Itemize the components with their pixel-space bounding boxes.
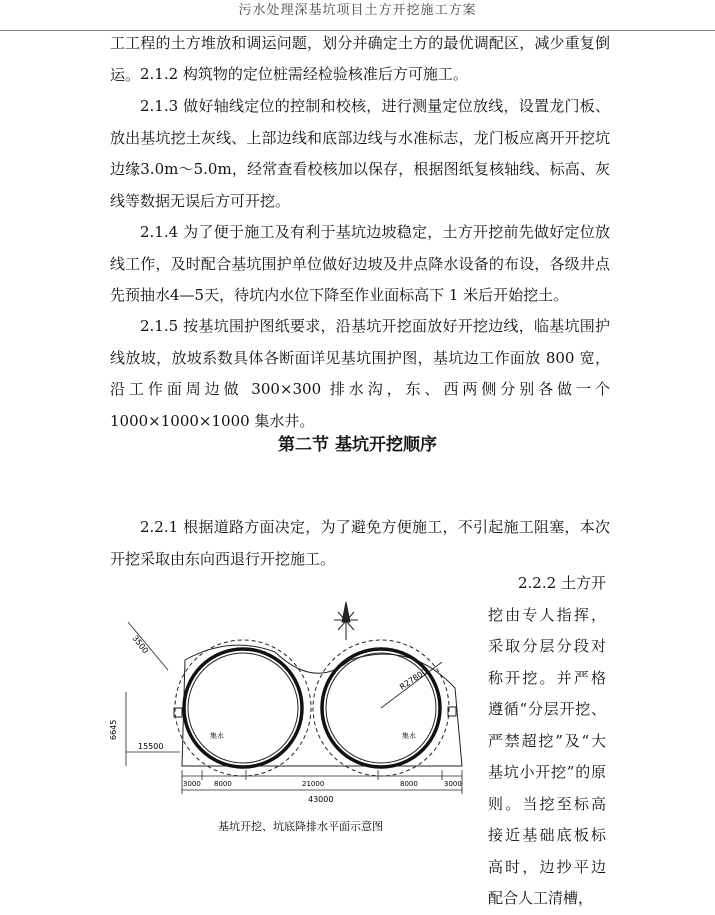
- segment-label-5: 3000: [444, 780, 462, 788]
- segment-label-3: 21000: [302, 780, 325, 788]
- excavation-plan-figure: [110, 580, 470, 840]
- height-dim-label: 6645: [109, 719, 118, 740]
- overall-dim-label: 43000: [308, 795, 334, 804]
- tank-left-wall: [184, 649, 302, 767]
- paragraph-2-1-4: 2.1.4 为了便于施工及有利于基坑边坡稳定，土方开挖前先做好定位放线工作，及时配合基坑围护单位做好边坡及井点降水设备的布设，各级井点先预抽水4—5天，待坑内水位下降至作业面标高下 1 米后开始挖土。: [110, 223, 610, 304]
- paragraph-2-2-2: 2.2.2 土方开挖由专人指挥，采取分层分段对称开挖。并严格遵循“分层开挖、严禁超挖”及“大基坑小开挖”的原则。当挖至标高接近基础底板标高时，边抄平边配合人工清槽，: [488, 574, 606, 907]
- paragraph-2-1-3: 2.1.3 做好轴线定位的控制和校核，进行测量定位放线，设置龙门板、放出基坑挖土灰线、上部边线和底部边线与水准标志，龙门板应离开开挖坑边缘3.0m～5.0m，经常查看校核加以保存，根据图纸复核轴线、标高、灰线等数据无误后方可开挖。: [110, 97, 610, 210]
- tank-left-inner: [188, 653, 298, 763]
- north-arrow-icon: [334, 602, 358, 640]
- section-title: 第二节 基坑开挖顺序: [278, 435, 437, 455]
- figure-caption: 基坑开挖、坑底降排水平面示意图: [218, 820, 383, 833]
- offset-dim-label: 15500: [138, 742, 164, 751]
- segment-label-2: 8000: [214, 780, 232, 788]
- paragraph-2-1-5: 2.1.5 按基坑围护图纸要求，沿基坑开挖面放好开挖边线，临基坑围护线放坡，放坡系数具体各断面详见基坑围护图，基坑边工作面放 800 宽，沿工作面周边做 300×300 排水沟，东、西两侧分别各做一个 1000×1000×1000 集水井。: [110, 317, 610, 430]
- segment-label-1: 3000: [183, 780, 201, 788]
- pit-label-right: 集水: [402, 732, 416, 740]
- paragraph-2-2-1: 2.2.1 根据道路方面决定，为了避免方便施工，不引起施工阻塞，本次开挖采取由东向西退行开挖施工。: [110, 518, 610, 568]
- segment-label-4: 8000: [400, 780, 418, 788]
- tank-left-outer: [175, 640, 311, 776]
- excavation-plan-drawing: [110, 580, 470, 840]
- paragraph-continued: 工工程的土方堆放和调运问题，划分并确定土方的最优调配区，减少重复倒运。: [110, 34, 610, 84]
- running-header: 污水处理深基坑项目土方开挖施工方案: [0, 0, 715, 31]
- radius-label: R27800: [398, 666, 429, 692]
- slope-dim-label: 3500: [130, 633, 151, 656]
- pit-label-left: 集水: [210, 732, 224, 740]
- paragraph-2-1-2: 2.1.2 构筑物的定位桩需经检验核准后方可施工。: [140, 65, 468, 83]
